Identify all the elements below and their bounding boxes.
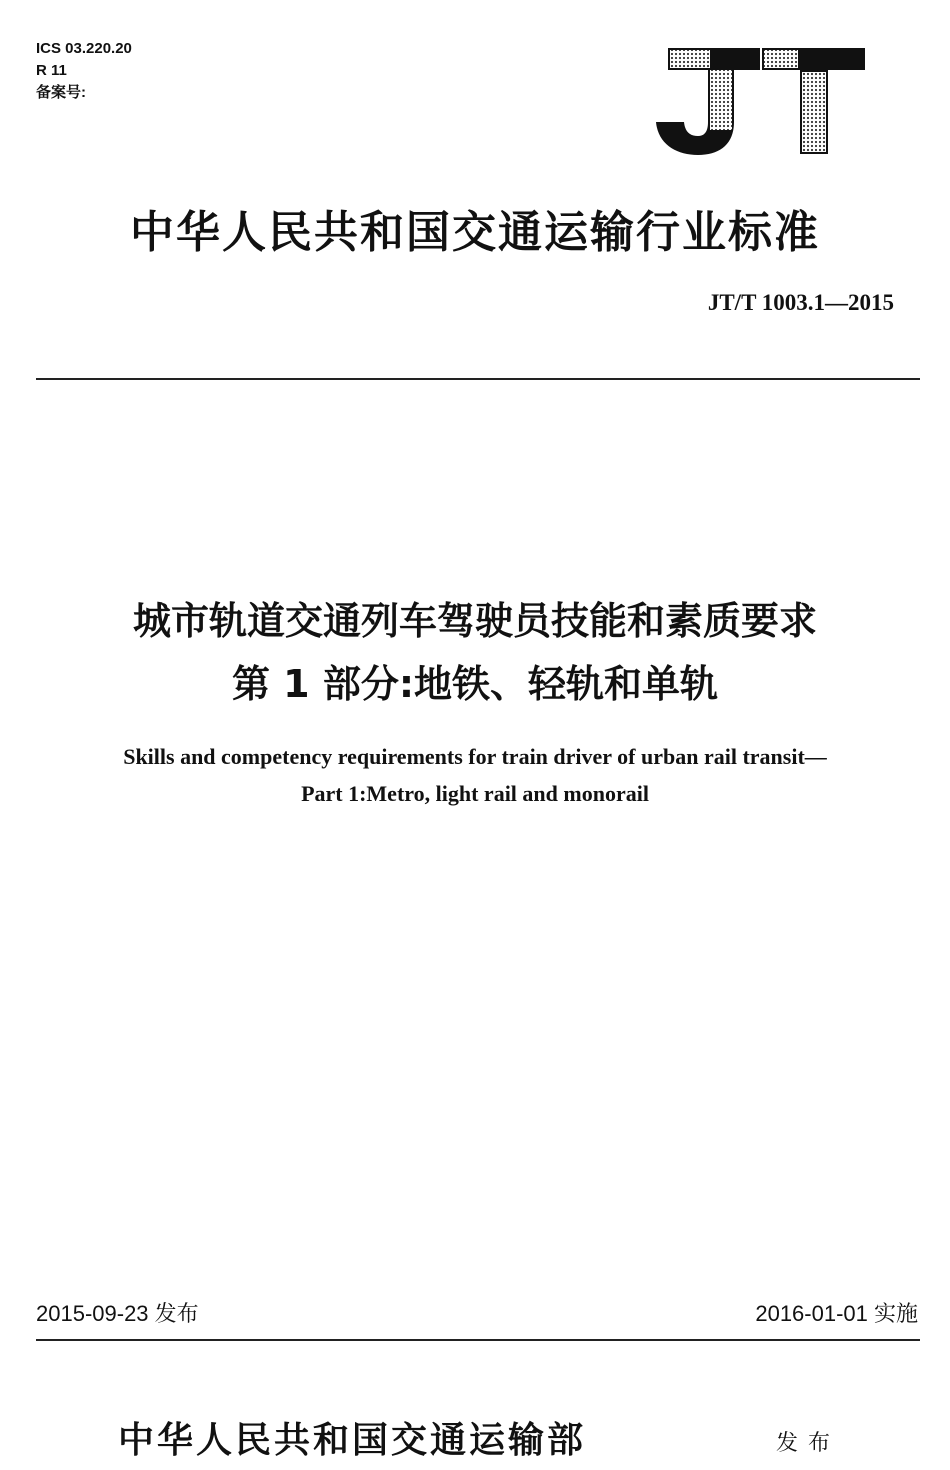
classification-code: R 11 (36, 62, 67, 79)
publish-label: 发布 (776, 1431, 841, 1456)
ics-code: ICS 03.220.20 (36, 40, 132, 57)
bottom-divider (36, 1339, 920, 1341)
top-divider (36, 378, 920, 380)
standard-number: JT/T 1003.1—2015 (707, 290, 894, 315)
publisher-name: 中华人民共和国交通运输部 (118, 1419, 587, 1461)
issue-date: 2015-09-23 发布 (36, 1301, 199, 1326)
chinese-title-line-1: 城市轨道交通列车驾驶员技能和素质要求 (132, 599, 817, 643)
chinese-title-line-2: 第 1 部分:地铁、轻轨和单轨 (231, 662, 719, 706)
document-metadata (36, 38, 132, 104)
implementation-date: 2016-01-01 实施 (755, 1301, 918, 1326)
english-title-line-1: Skills and competency requirements for train driver of urban rail transit— (123, 744, 827, 769)
jt-logo-mark (650, 44, 870, 159)
industry-standard-title: 中华人民共和国交通运输行业标准 (130, 207, 820, 258)
english-title-line-2: Part 1:Metro, light rail and monorail (301, 781, 649, 806)
jt-logo (650, 44, 870, 159)
record-number-label: 备案号: (36, 84, 86, 101)
